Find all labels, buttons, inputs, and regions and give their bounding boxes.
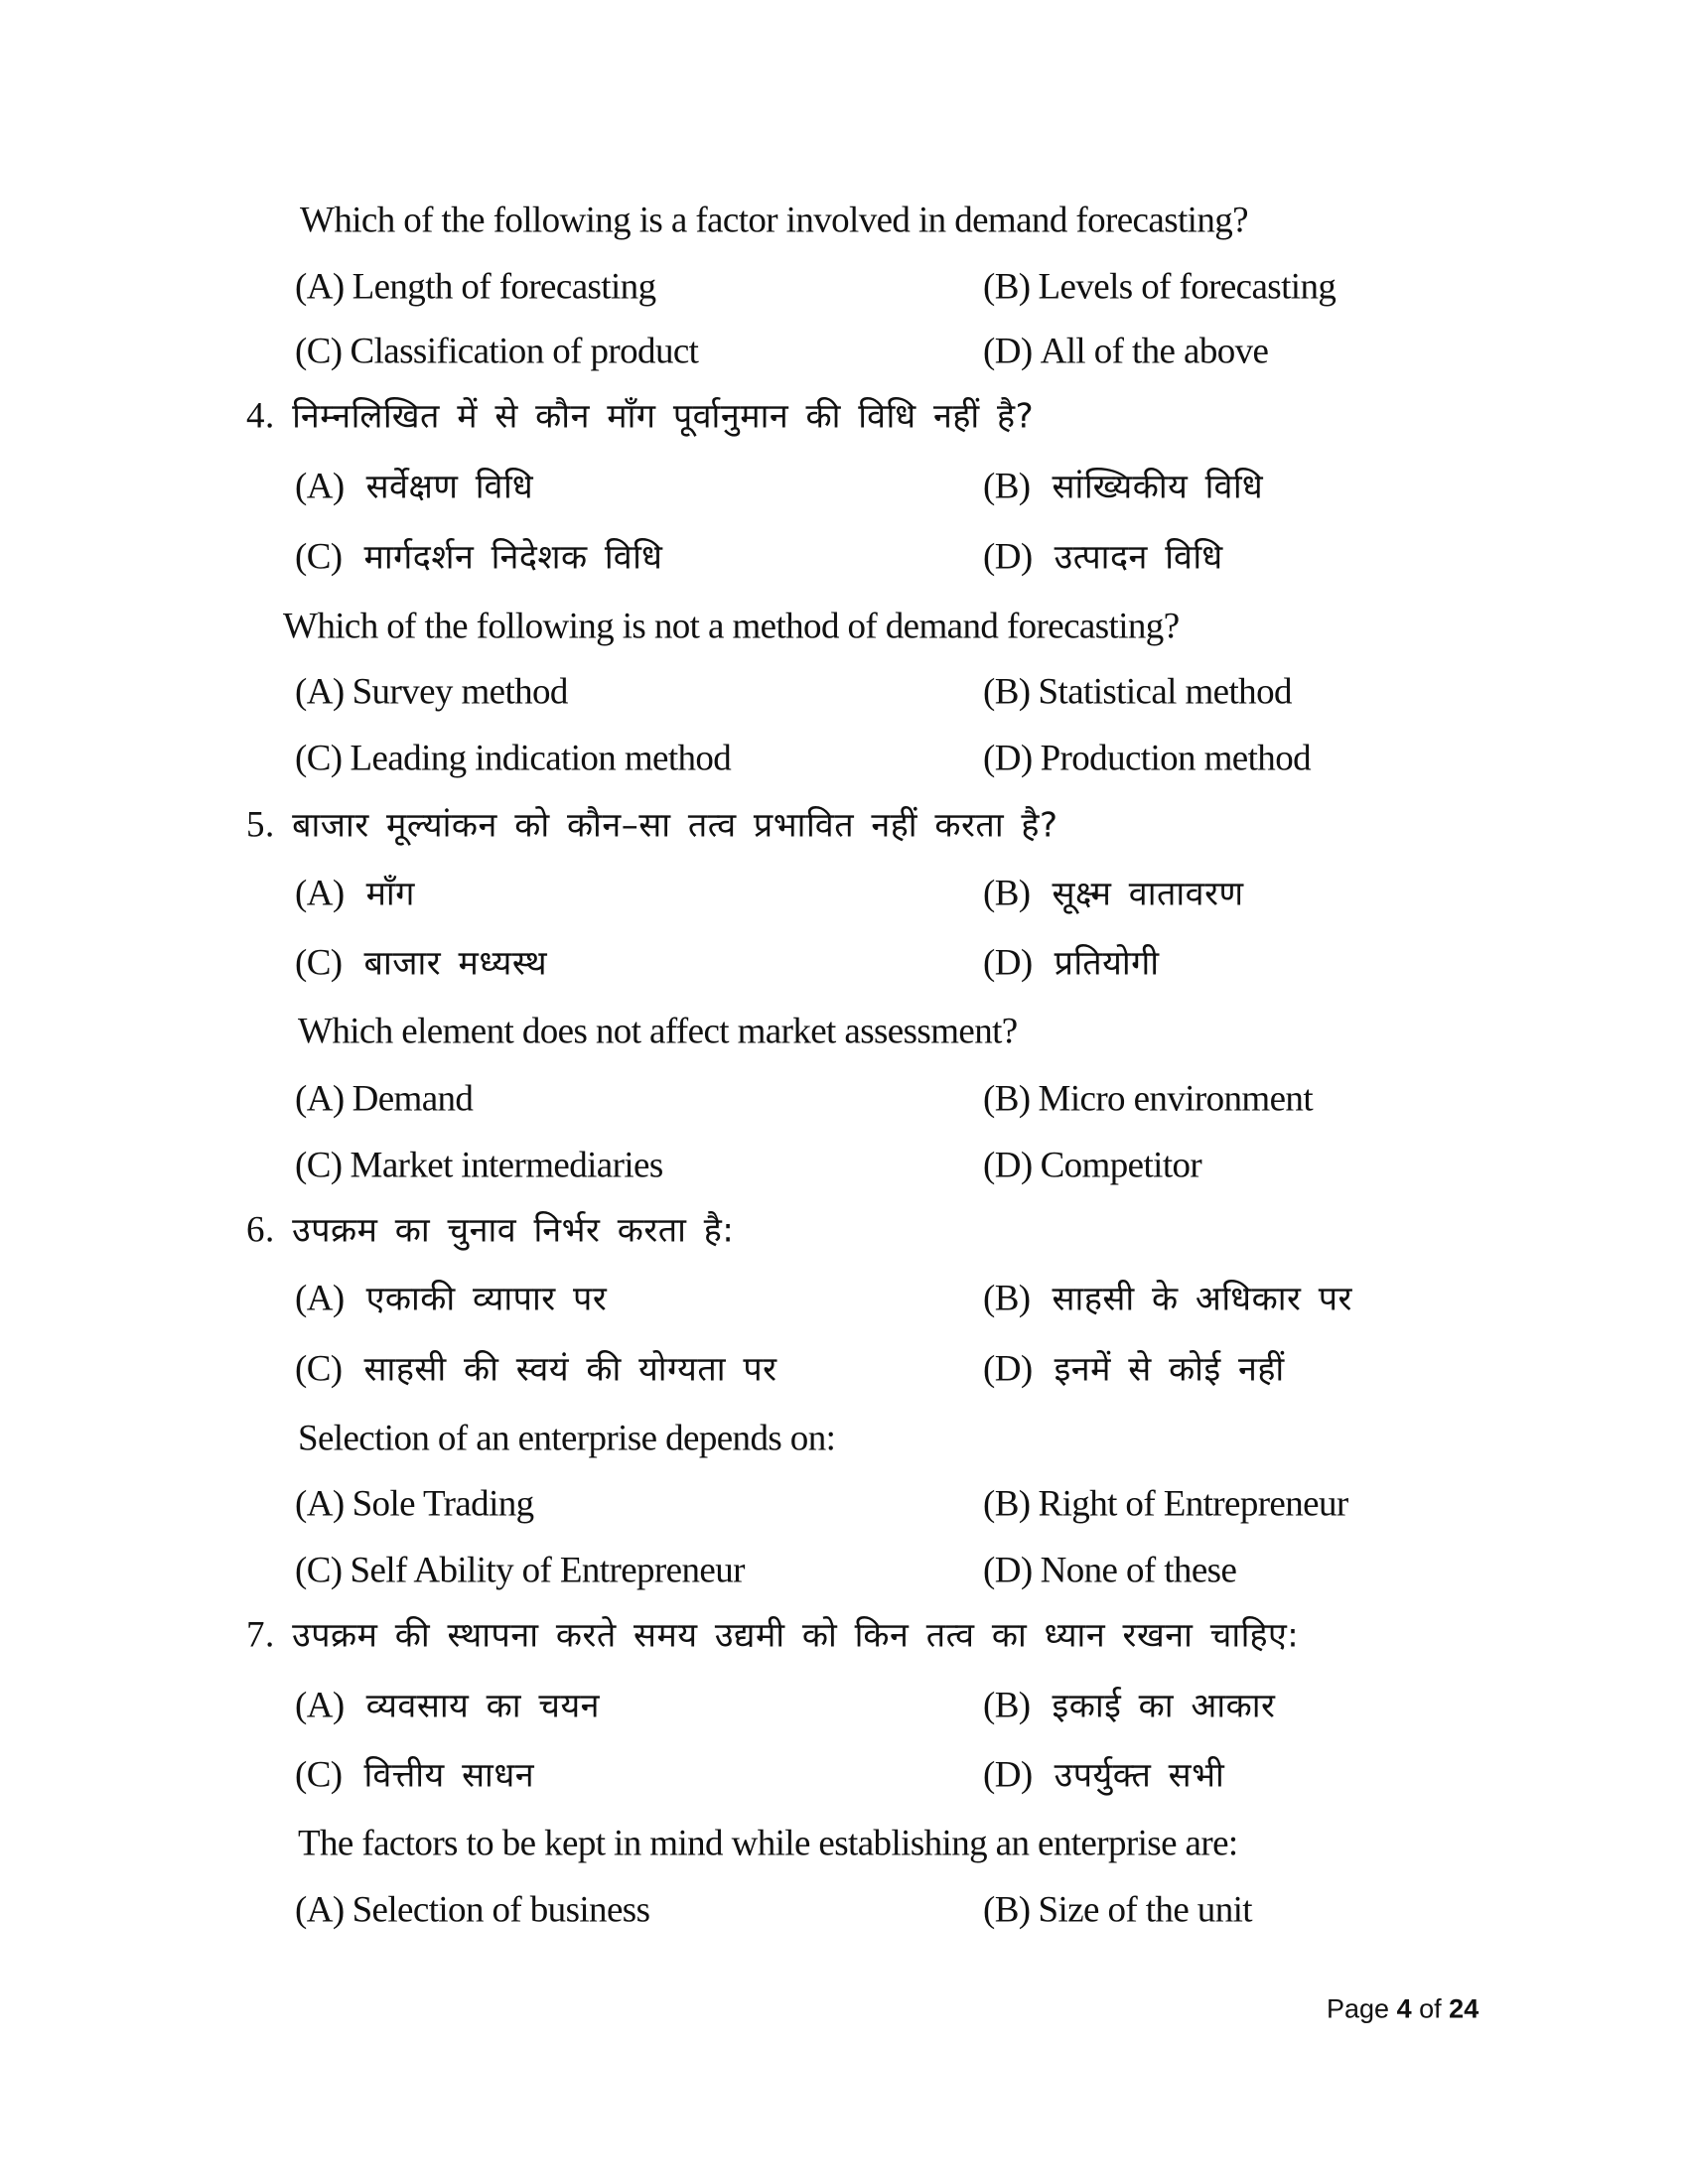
option-label: (C) bbox=[295, 1550, 343, 1591]
question-3-option-d bbox=[983, 331, 1269, 372]
option-label: (A) bbox=[295, 873, 345, 914]
option-text: बाजार मध्यस्थ bbox=[363, 943, 548, 984]
option-text: सर्वेक्षण विधि bbox=[365, 467, 534, 507]
option-text: Market intermediaries bbox=[350, 1145, 663, 1186]
question-3-option-c bbox=[295, 331, 699, 372]
option-label: (A) bbox=[295, 1278, 345, 1319]
question-text: Which element does not affect market assessment? bbox=[298, 1011, 1018, 1052]
option-text: Right of Entrepreneur bbox=[1038, 1483, 1348, 1525]
page-of: of bbox=[1419, 1993, 1442, 2024]
option-text: व्यवसाय का चयन bbox=[365, 1686, 601, 1726]
option-label: (C) bbox=[295, 536, 343, 578]
option-label: (B) bbox=[983, 1889, 1031, 1931]
option-label: (A) bbox=[295, 1078, 345, 1120]
question-5-option-b bbox=[983, 1078, 1314, 1120]
question-4-english-text bbox=[283, 606, 1180, 647]
option-text: इकाई का आकार bbox=[1052, 1686, 1276, 1726]
option-label: (D) bbox=[983, 942, 1033, 984]
question-4-hindi-text bbox=[246, 395, 1035, 437]
option-text: All of the above bbox=[1040, 331, 1269, 372]
question-7-english-text bbox=[298, 1823, 1238, 1864]
option-text: None of these bbox=[1040, 1550, 1237, 1591]
question-text: Which of the following is not a method of demand forecasting? bbox=[283, 606, 1180, 647]
option-text: Demand bbox=[352, 1078, 474, 1120]
question-7-hindi-option-c bbox=[295, 1754, 535, 1796]
option-label: (A) bbox=[295, 1483, 345, 1525]
question-5-hindi-option-d bbox=[983, 942, 1160, 984]
option-label: (C) bbox=[295, 331, 343, 372]
question-4-hindi-option-a bbox=[295, 466, 534, 507]
option-text: Size of the unit bbox=[1038, 1889, 1252, 1931]
question-4-option-d bbox=[983, 738, 1311, 779]
option-label: (D) bbox=[983, 1348, 1033, 1390]
option-text: Classification of product bbox=[350, 331, 699, 372]
question-6-option-d bbox=[983, 1550, 1237, 1591]
option-label: (C) bbox=[295, 1145, 343, 1186]
question-text: बाजार मूल्यांकन को कौन–सा तत्व प्रभावित नहीं करता है? bbox=[292, 805, 1058, 846]
option-text: Statistical method bbox=[1038, 671, 1292, 713]
question-5-hindi-text bbox=[246, 804, 1058, 846]
option-label: (D) bbox=[983, 536, 1033, 578]
question-5-english-text bbox=[298, 1011, 1018, 1052]
option-text: मार्गदर्शन निदेशक विधि bbox=[363, 537, 663, 578]
question-text: The factors to be kept in mind while establishing an enterprise are: bbox=[298, 1823, 1238, 1864]
option-text: Self Ability of Entrepreneur bbox=[350, 1550, 745, 1591]
question-6-option-b bbox=[983, 1483, 1348, 1525]
option-text: सांख्यिकीय विधि bbox=[1052, 467, 1264, 507]
option-text: Production method bbox=[1040, 738, 1311, 779]
option-label: (D) bbox=[983, 738, 1033, 779]
option-text: Survey method bbox=[352, 671, 568, 713]
option-text: Length of forecasting bbox=[352, 266, 656, 308]
option-label: (A) bbox=[295, 1685, 345, 1726]
question-4-hindi-option-d bbox=[983, 536, 1223, 578]
question-7-hindi-option-b bbox=[983, 1685, 1276, 1726]
option-text: सूक्ष्म वातावरण bbox=[1052, 874, 1244, 914]
option-text: उत्पादन विधि bbox=[1054, 537, 1223, 578]
question-3-option-a bbox=[295, 266, 656, 308]
question-5-hindi-option-a bbox=[295, 873, 415, 914]
question-3-option-b bbox=[983, 266, 1336, 308]
question-7-option-b bbox=[983, 1889, 1252, 1931]
option-label: (B) bbox=[983, 1685, 1031, 1726]
question-number: 4. bbox=[246, 395, 275, 437]
question-6-hindi-option-a bbox=[295, 1278, 608, 1319]
option-text: Levels of forecasting bbox=[1038, 266, 1336, 308]
question-7-hindi-option-d bbox=[983, 1754, 1225, 1796]
option-label: (B) bbox=[983, 466, 1031, 507]
question-text: Selection of an enterprise depends on: bbox=[298, 1418, 836, 1459]
question-number: 7. bbox=[246, 1614, 275, 1656]
question-6-hindi-option-c bbox=[295, 1348, 777, 1390]
option-text: इनमें से कोई नहीं bbox=[1054, 1349, 1285, 1390]
question-4-option-c bbox=[295, 738, 732, 779]
question-number: 5. bbox=[246, 804, 275, 846]
option-text: Selection of business bbox=[352, 1889, 650, 1931]
option-label: (D) bbox=[983, 1145, 1033, 1186]
option-label: (B) bbox=[983, 1078, 1031, 1120]
total-pages: 24 bbox=[1449, 1993, 1479, 2024]
option-label: (B) bbox=[983, 1483, 1031, 1525]
option-text: माँग bbox=[365, 874, 415, 914]
question-6-hindi-option-d bbox=[983, 1348, 1285, 1390]
question-3-english-text bbox=[300, 200, 1248, 241]
question-6-hindi-option-b bbox=[983, 1278, 1352, 1319]
question-7-option-a bbox=[295, 1889, 650, 1931]
question-6-english-text bbox=[298, 1418, 836, 1459]
question-text: उपक्रम का चुनाव निर्भर करता है: bbox=[292, 1210, 735, 1251]
question-5-hindi-option-b bbox=[983, 873, 1244, 914]
option-text: वित्तीय साधन bbox=[363, 1755, 535, 1796]
question-4-option-a bbox=[295, 671, 568, 713]
option-label: (C) bbox=[295, 738, 343, 779]
question-7-hindi-text bbox=[246, 1614, 1300, 1656]
option-label: (B) bbox=[983, 1278, 1031, 1319]
option-text: उपर्युक्त सभी bbox=[1054, 1755, 1225, 1796]
question-6-option-a bbox=[295, 1483, 534, 1525]
current-page: 4 bbox=[1396, 1993, 1412, 2024]
option-text: प्रतियोगी bbox=[1054, 943, 1160, 984]
question-5-option-a bbox=[295, 1078, 474, 1120]
question-5-option-d bbox=[983, 1145, 1202, 1186]
question-6-hindi-text bbox=[246, 1209, 735, 1251]
option-label: (A) bbox=[295, 466, 345, 507]
question-text: निम्नलिखित में से कौन माँग पूर्वानुमान की विधि नहीं है? bbox=[292, 396, 1035, 437]
option-label: (B) bbox=[983, 671, 1031, 713]
page-prefix: Page bbox=[1327, 1993, 1390, 2024]
question-text: Which of the following is a factor involved in demand forecasting? bbox=[300, 200, 1248, 241]
option-label: (C) bbox=[295, 942, 343, 984]
option-label: (D) bbox=[983, 1550, 1033, 1591]
option-label: (C) bbox=[295, 1348, 343, 1390]
option-text: एकाकी व्यापार पर bbox=[365, 1279, 608, 1319]
question-6-option-c bbox=[295, 1550, 745, 1591]
option-text: Competitor bbox=[1040, 1145, 1202, 1186]
question-4-option-b bbox=[983, 671, 1292, 713]
option-label: (A) bbox=[295, 1889, 345, 1931]
question-number: 6. bbox=[246, 1209, 275, 1251]
question-7-hindi-option-a bbox=[295, 1685, 601, 1726]
option-label: (B) bbox=[983, 266, 1031, 308]
option-label: (A) bbox=[295, 671, 345, 713]
option-label: (A) bbox=[295, 266, 345, 308]
question-4-hindi-option-b bbox=[983, 466, 1264, 507]
question-4-hindi-option-c bbox=[295, 536, 663, 578]
option-text: साहसी के अधिकार पर bbox=[1052, 1279, 1352, 1319]
question-5-option-c bbox=[295, 1145, 663, 1186]
page-number bbox=[1327, 1994, 1478, 2025]
option-text: साहसी की स्वयं की योग्यता पर bbox=[363, 1349, 777, 1390]
question-5-hindi-option-c bbox=[295, 942, 548, 984]
option-text: Leading indication method bbox=[350, 738, 732, 779]
option-label: (B) bbox=[983, 873, 1031, 914]
option-label: (C) bbox=[295, 1754, 343, 1796]
option-label: (D) bbox=[983, 331, 1033, 372]
option-text: Sole Trading bbox=[352, 1483, 534, 1525]
option-label: (D) bbox=[983, 1754, 1033, 1796]
option-text: Micro environment bbox=[1038, 1078, 1314, 1120]
question-text: उपक्रम की स्थापना करते समय उद्यमी को किन तत्व का ध्यान रखना चाहिए: bbox=[292, 1615, 1300, 1656]
